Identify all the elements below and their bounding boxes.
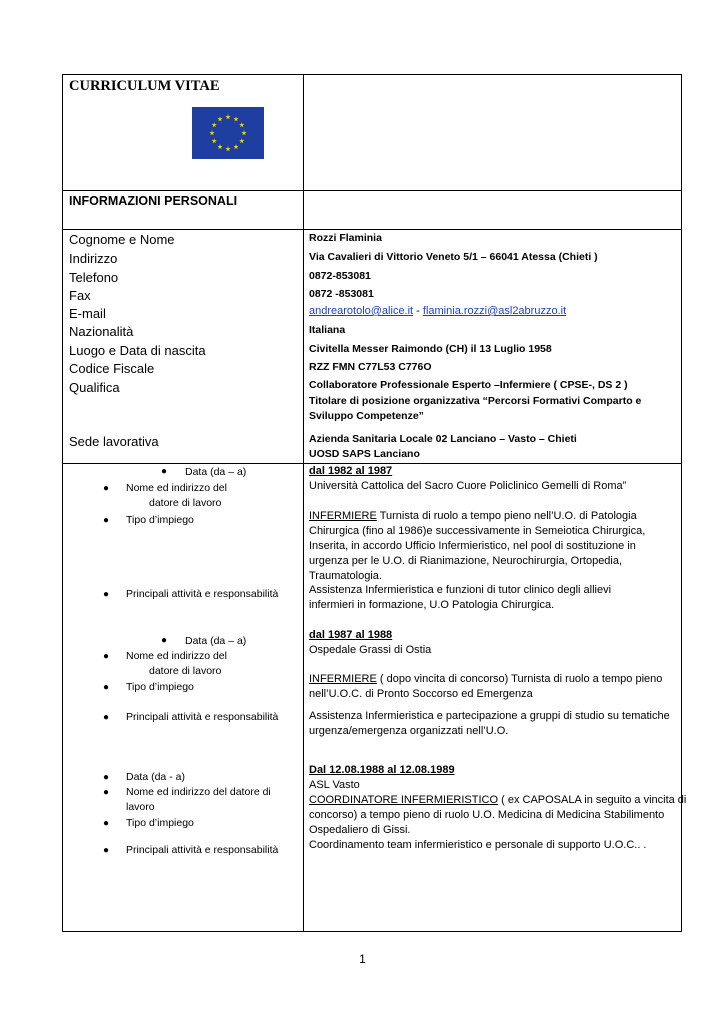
bullet-icon: ● [103,589,110,600]
value-workplace-line: Azienda Sanitaria Locale 02 Lanciano – Vasto – Chieti [309,433,577,445]
cv-title: CURRICULUM VITAE [69,78,220,94]
exp-description: INFERMIERE ( dopo vincita di concorso) Turnista di ruolo a tempo pieno [309,673,663,685]
exp-role: INFERMIERE [309,673,377,685]
exp-label-employer: lavoro [126,801,155,813]
exp-duties: infermieri in formazione, U.O Patologia Chirurgica. [309,599,555,611]
eu-flag-icon [192,107,264,159]
label-tax-code: Codice Fiscale [69,361,155,376]
exp-label-type: Tipo d’impiego [126,817,194,829]
value-fax: 0872 -853081 [309,288,374,300]
exp-description: COORDINATORE INFERMIERISTICO ( ex CAPOSALA in seguito a vincita di [309,794,687,806]
exp-role: COORDINATORE INFERMIERISTICO [309,794,499,806]
row-divider [63,229,681,230]
value-tax-code: RZZ FMN C77L53 C776O [309,361,432,373]
cv-table [62,74,687,932]
exp-employer: Università Cattolica del Sacro Cuore Policlinico Gemelli di Roma” [309,480,627,492]
value-qualification-line: Collaboratore Professionale Esperto –Infermiere ( CPSE-, DS 2 ) [309,379,628,391]
exp-label-date: Data (da - a) [126,771,185,783]
exp-description: Coordinamento team infermieristico e personale di supporto U.O.C.. . [309,839,647,851]
exp-label-employer: Nome ed indirizzo del datore di [126,786,271,798]
exp-label-duties: Principali attività e responsabilità [126,588,279,600]
exp-label-employer: Nome ed indirizzo del [126,650,227,662]
value-address: Via Cavalieri di Vittorio Veneto 5/1 – 66041 Atessa (Chieti ) [309,251,598,263]
email-separator: - [413,305,423,317]
exp-duties: Assistenza Infermieristica e funzioni di tutor clinico degli allievi [309,584,612,596]
exp-description: Chirurgica (fino al 1986)e successivamente in Semeiotica Chirurgica, [309,525,646,537]
label-qualification: Qualifica [69,380,120,395]
email-link-1[interactable]: andrearotolo@alice.it [309,305,414,317]
exp-label-duties: Principali attività e responsabilità [126,711,279,723]
label-address: Indirizzo [69,251,118,266]
bullet-icon: ● [103,651,110,662]
exp-description: nell’U.O.C. di Pronto Soccorso ed Emergenza [309,688,533,700]
exp-description: Inserita, in accordo Ufficio Infermieristico, nel pool di sostituzione in [309,540,636,552]
exp-description: INFERMIERE Turnista di ruolo a tempo pieno nell’U.O. di Patologia [309,510,637,522]
bullet-icon: ● [161,635,168,646]
bullet-icon: ● [103,787,110,798]
label-birth: Luogo e Data di nascita [69,343,206,358]
exp-label-duties: Principali attività e responsabilità [126,844,279,856]
exp-period: Dal 12.08.1988 al 12.08.1989 [309,764,455,776]
value-birth: Civitella Messer Raimondo (CH) il 13 Luglio 1958 [309,343,552,355]
exp-period: dal 1987 al 1988 [309,629,393,641]
exp-duties: urgenza/emergenza organizzati nell’U.O. [309,725,509,737]
value-workplace-line: UOSD SAPS Lanciano [309,448,420,460]
exp-label-employer: datore di lavoro [149,497,222,509]
exp-period: dal 1982 al 1987 [309,465,393,477]
bullet-icon: ● [161,466,168,477]
bullet-icon: ● [103,515,110,526]
label-name: Cognome e Nome [69,232,175,247]
bullet-icon: ● [103,845,110,856]
column-divider [303,75,304,931]
exp-label-type: Tipo d’impiego [126,681,194,693]
bullet-icon: ● [103,818,110,829]
exp-description: Ospedaliero di Gissi. [309,824,411,836]
label-email: E-mail [69,306,106,321]
section-title-personal: INFORMAZIONI PERSONALI [69,194,238,208]
exp-label-date: Data (da – a) [185,466,247,478]
value-qualification-line: Titolare di posizione organizzativa “Percorsi Formativi Comparto e [309,395,642,407]
value-phone: 0872-853081 [309,270,371,282]
exp-label-employer: Nome ed indirizzo del [126,482,227,494]
bullet-icon: ● [103,682,110,693]
exp-duties: Assistenza Infermieristica e partecipazione a gruppi di studio su tematiche [309,710,670,722]
exp-description: concorso) a tempo pieno di ruolo U.O. Medicina di Medicina Stabilimento [309,809,665,821]
exp-employer: Ospedale Grassi di Ostia [309,644,432,656]
value-email [309,305,566,317]
row-divider [63,463,681,464]
bullet-icon: ● [103,483,110,494]
email-link-2[interactable]: flaminia.rozzi@asl2abruzzo.it [422,305,567,317]
bullet-icon: ● [103,772,110,783]
exp-description: urgenza per le U.O. di Rianimazione, Neurochirurgia, Ortopedia, [309,555,623,567]
bullet-icon: ● [103,712,110,723]
label-phone: Telefono [69,270,119,285]
exp-role: INFERMIERE [309,510,377,522]
row-divider [63,190,681,191]
exp-description: Traumatologia. [309,570,382,582]
exp-label-date: Data (da – a) [185,635,247,647]
exp-employer: ASL Vasto [309,779,360,791]
label-nationality: Nazionalità [69,324,134,339]
label-fax: Fax [69,288,91,303]
value-nationality: Italiana [309,324,346,336]
page-number: 1 [359,952,366,966]
value-qualification-line: Sviluppo Competenze” [309,410,424,422]
label-workplace: Sede lavorativa [69,434,159,449]
exp-label-type: Tipo d’impiego [126,514,194,526]
exp-label-employer: datore di lavoro [149,665,222,677]
value-name: Rozzi Flaminia [309,232,382,244]
